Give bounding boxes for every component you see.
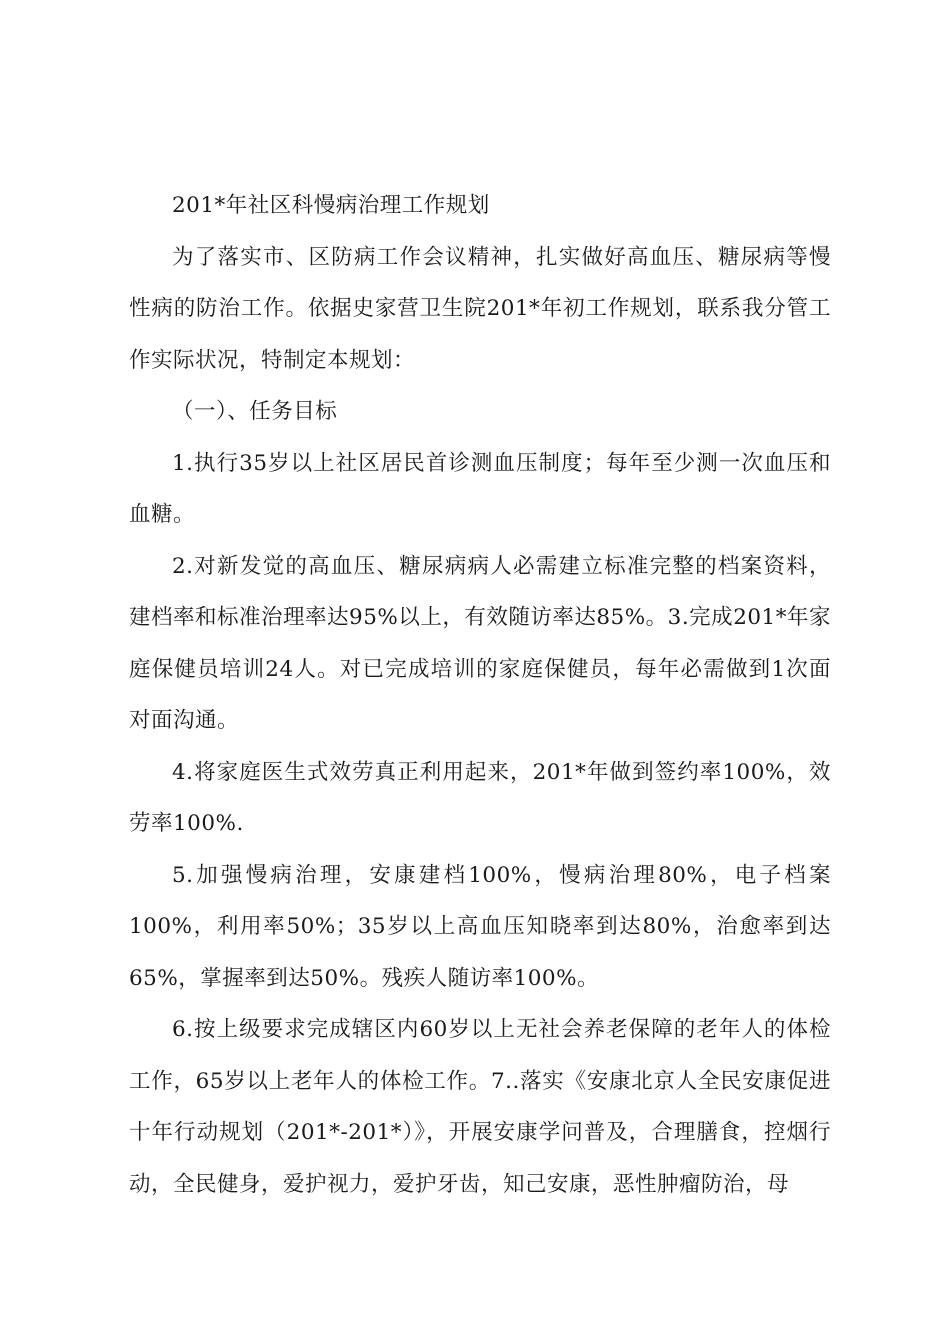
paragraph-item-4: 4.将家庭医生式效劳真正利用起来，201*年做到签约率100%，效劳率100%. — [129, 759, 831, 836]
paragraph-item-6-7: 6.按上级要求完成辖区内60岁以上无社会养老保障的老年人的体检工作，65岁以上老年人的体检工作。7..落实《安康北京人全民安康促进十年行动规划（201*-201*）》，开展安康学问普及，合理膳食，控烟行动，全民健身，爱护视力，爱护牙齿，知己安康，恶性肿瘤防治，母 — [129, 1017, 831, 1197]
document-body — [129, 180, 831, 1210]
paragraph-item-1: 1.执行35岁以上社区居民首诊测血压制度；每年至少测一次血压和血糖。 — [129, 450, 831, 527]
paragraph-intro: 为了落实市、区防病工作会议精神，扎实做好高血压、糖尿病等慢性病的防治工作。依据史家营卫生院201*年初工作规划，联系我分管工作实际状况，特制定本规划： — [129, 244, 831, 373]
document-title: 201*年社区科慢病治理工作规划 — [172, 193, 490, 218]
paragraph-item-2-3: 2.对新发觉的高血压、糖尿病病人必需建立标准完整的档案资料，建档率和标准治理率达95%以上，有效随访率达85%。3.完成201*年家庭保健员培训24人。对已完成培训的家庭保健员，每年必需做到1次面对面沟通。 — [129, 553, 831, 733]
paragraph-item-5: 5.加强慢病治理，安康建档100%，慢病治理80%，电子档案100%，利用率50%；35岁以上高血压知晓率到达80%，治愈率到达65%，掌握率到达50%。残疾人随访率100%。 — [129, 862, 831, 991]
section-heading-task-goals: （一）、任务目标 — [172, 399, 338, 424]
